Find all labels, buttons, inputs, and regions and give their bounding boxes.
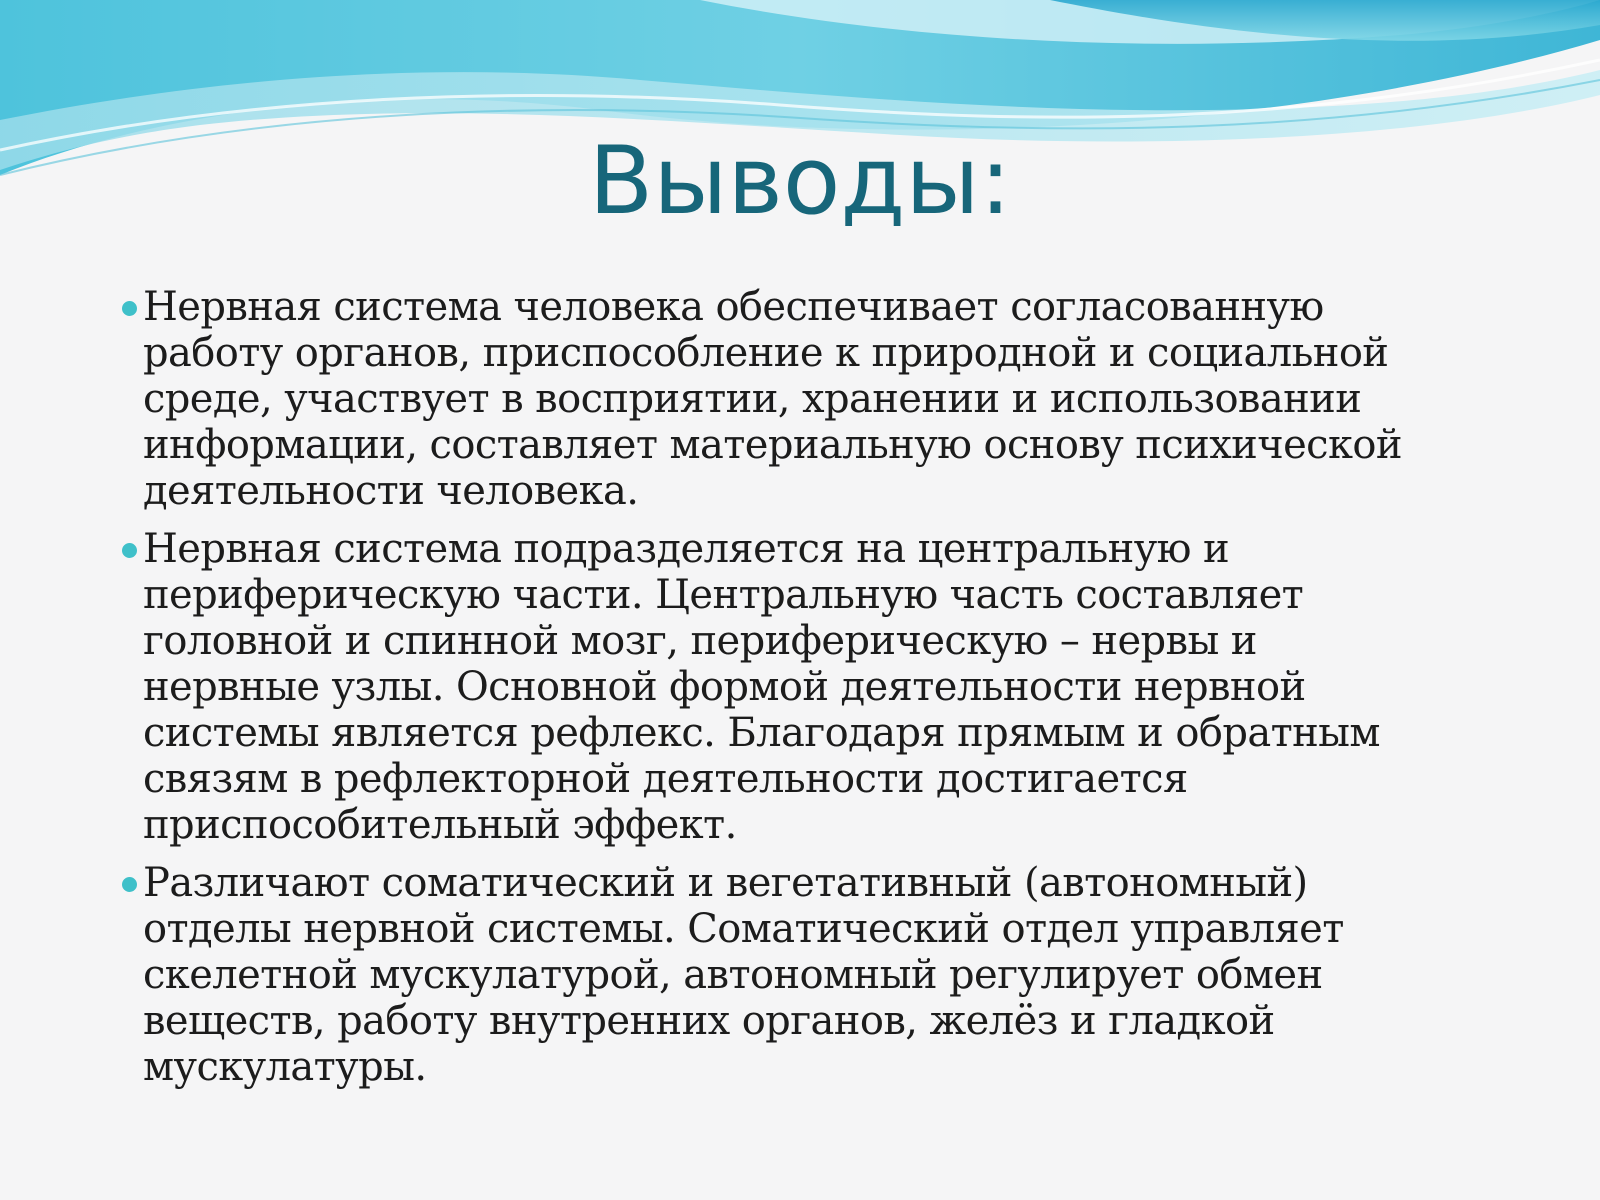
text-line: системы является рефлекс. Благодаря прямым и обратным xyxy=(143,710,1380,756)
text-line: нервные узлы. Основной формой деятельности нервной xyxy=(143,664,1306,710)
text-line: Нервная система человека обеспечивает согласованную xyxy=(143,284,1324,330)
bullet-text xyxy=(143,860,1537,1090)
text-line: периферическую части. Центральную часть составляет xyxy=(143,572,1304,618)
text-line: информации, составляет материальную основу психической xyxy=(143,422,1402,468)
text-line: Различают соматический и вегетативный (автономный) xyxy=(143,860,1308,906)
text-line: головной и спинной мозг, периферическую – нервы и xyxy=(143,618,1257,664)
text-line: отделы нервной системы. Соматический отдел управляет xyxy=(143,906,1344,952)
text-line: деятельности человека. xyxy=(143,468,639,514)
bullet-item xyxy=(117,860,1537,1090)
bullet-text xyxy=(143,526,1537,848)
text-line: среде, участвует в восприятии, хранении и использовании xyxy=(143,376,1362,422)
text-line: веществ, работу внутренних органов, желёз и гладкой xyxy=(143,998,1275,1044)
bullet-item xyxy=(117,526,1537,848)
bullet-dot-icon xyxy=(122,877,137,892)
bullet-dot-icon xyxy=(122,301,137,316)
text-line: Нервная система подразделяется на центральную и xyxy=(143,526,1230,572)
bullet-list xyxy=(117,284,1537,1102)
text-line: мускулатуры. xyxy=(143,1044,427,1090)
bullet-item xyxy=(117,284,1537,514)
text-line: связям в рефлекторной деятельности достигается xyxy=(143,756,1188,802)
bullet-dot-icon xyxy=(122,543,137,558)
text-line: работу органов, приспособление к природной и социальной xyxy=(143,330,1389,376)
text-line: приспособительный эффект. xyxy=(143,802,737,848)
slide-title: Выводы: xyxy=(588,127,1012,236)
text-line: скелетной мускулатурой, автономный регулирует обмен xyxy=(143,952,1323,998)
bullet-text xyxy=(143,284,1537,514)
